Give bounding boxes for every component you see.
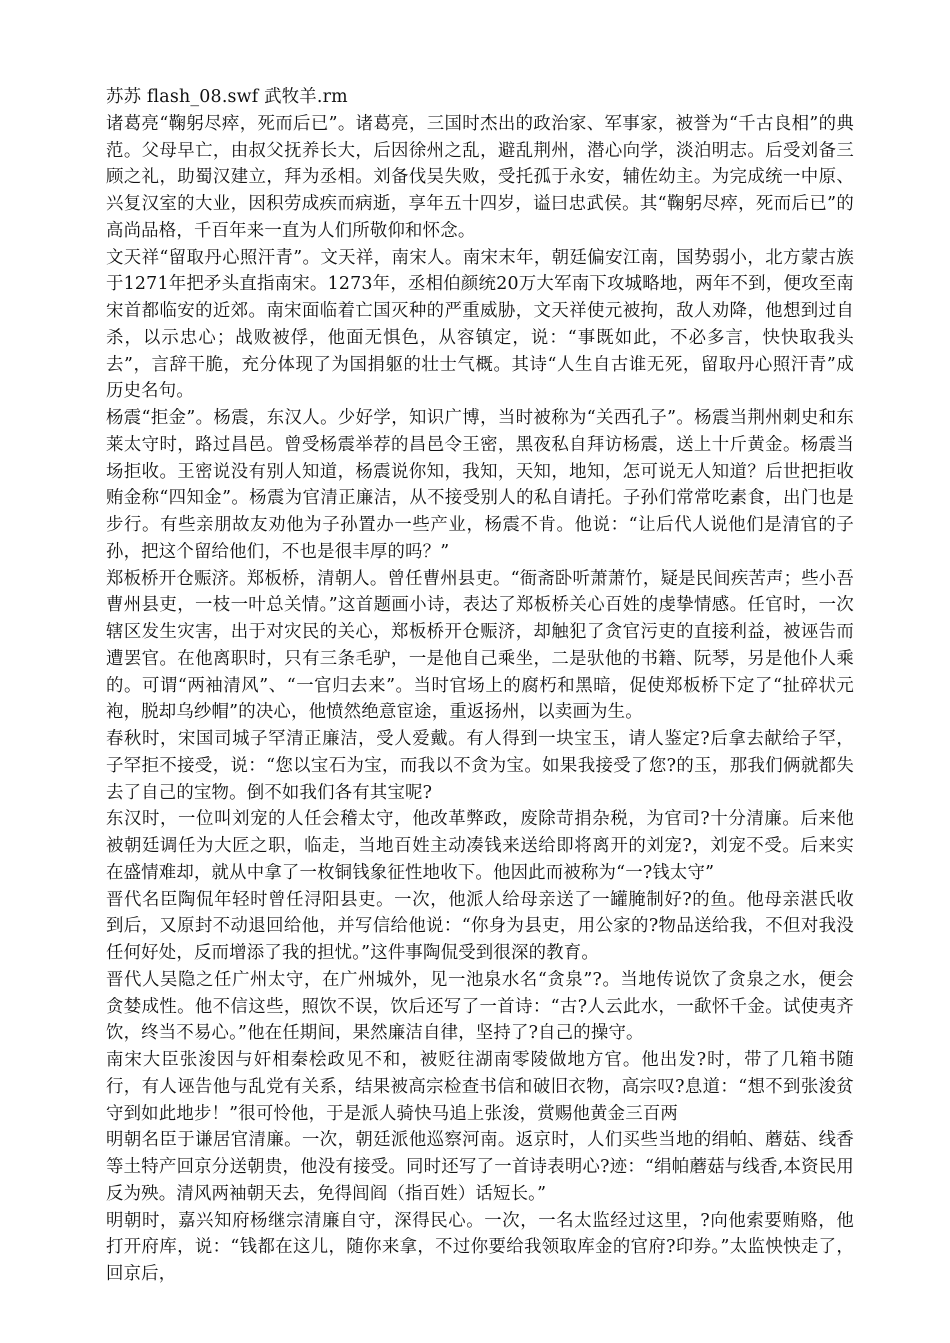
paragraph-tao-kan: 晋代名臣陶侃年轻时曾任浔阳县吏。一次，他派人给母亲送了一罐腌制好?的鱼。他母亲湛氏收到后，又原封不动退回给他，并写信给他说：“你身为县吏，用公家的?物品送给我，不但对我没任何好处，反而增添了我的担忧。”这件事陶侃受到很深的教育。 [106,889,854,963]
paragraph-wu-yinzhi: 晋代人吴隐之任广州太守，在广州城外，见一池泉水名“贪泉”?。当地传说饮了贪泉之水，便会贪婪成性。他不信这些，照饮不误，饮后还写了一首诗：“古?人云此水，一歃怀千金。试使夷齐饮，终当不易心。”他在任期间，果然廉洁自律，坚持了?自己的操守。 [106,969,854,1044]
document-page [106,84,854,1288]
file-title: 苏苏 flash_08.swf 武牧羊.rm [106,87,348,107]
paragraph-zhang-jun: 南宋大臣张浚因与奸相秦桧政见不和，被贬往湖南零陵做地方官。他出发?时，带了几箱书随行，有人诬告他与乱党有关系，结果被高宗检查书信和破旧衣物，高宗叹?息道：“想不到张浚贫守到如此地步！”很可怜他，于是派人骑快马追上张浚，赏赐他黄金三百两 [106,1050,854,1124]
paragraph-zi-han: 春秋时，宋国司城子罕清正廉洁，受人爱戴。有人得到一块宝玉，请人鉴定?后拿去献给子罕，子罕拒不接受，说：“您以宝石为宝，而我以不贪为宝。如果我接受了您?的玉，那我们俩就都失去了自己的宝物。倒不如我们各有其宝呢? [106,729,854,803]
paragraph-yang-jizong: 明朝时，嘉兴知府杨继宗清廉自守，深得民心。一次，一名太监经过这里，?向他索要贿赂，他打开府库，说：“钱都在这儿，随你来拿，不过你要给我领取库金的官府?印券。”太监怏怏走了，回京后， [106,1210,854,1284]
paragraph-liu-chong: 东汉时，一位叫刘宠的人任会稽太守，他改革弊政，废除苛捐杂税，为官司?十分清廉。后来他被朝廷调任为大匠之职，临走，当地百姓主动凑钱来送给即将离开的刘宠?，刘宠不受。后来实在盛情难却，就从中拿了一枚铜钱象征性地收下。他因此而被称为“一?钱太守” [106,809,854,883]
paragraph-yu-qian: 明朝名臣于谦居官清廉。一次，朝廷派他巡察河南。返京时，人们买些当地的绢帕、蘑菇、线香等土特产回京分送朝贵，他没有接受。同时还写了一首诗表明心?迹：“绢帕蘑菇与线香,本资民用反为殃。清风两袖朝天去，免得闾阎（指百姓）话短长。” [106,1130,854,1204]
paragraph-wen-tianxiang: 文天祥“留取丹心照汗青”。文天祥，南宋人。南宋末年，朝廷偏安江南，国势弱小，北方蒙古族于1271年把矛头直指南宋。1273年，丞相伯颜统20万大军南下攻城略地，两年不到，便攻至南宋首都临安的近郊。南宋面临着亡国灭种的严重威胁，文天祥使元被拘，敌人劝降，他想到过自杀，以示忠心；战败被俘，他面无惧色，从容镇定，说：“事既如此，不必多言，快快取我头去”，言辞干脆，充分体现了为国捐躯的壮士气概。其诗“人生自古谁无死，留取丹心照汗青”成历史名句。 [106,247,854,402]
paragraph-zheng-banqiao: 郑板桥开仓赈济。郑板桥，清朝人。曾任曹州县吏。“衙斋卧听萧萧竹，疑是民间疾苦声；些小吾曹州县吏，一枝一叶总关情。”这首题画小诗，表达了郑板桥关心百姓的虔挚情感。任官时，一次辖区发生灾害，出于对灾民的关心，郑板桥开仓赈济，却触犯了贪官污吏的直接利益，被诬告而遭罢官。在他离职时，只有三条毛驴，一是他自己乘坐，二是驮他的书籍、阮琴，另是他仆人乘的。可谓“两袖清风”、“一官归去来”。当时官场上的腐朽和黑暗，促使郑板桥下定了“扯碎状元袍，脱却乌纱帽”的决心，他愤然绝意宦途，重返扬州，以卖画为生。 [106,568,854,723]
paragraph-zhuge-liang: 诸葛亮“鞠躬尽瘁，死而后已”。诸葛亮，三国时杰出的政治家、军事家，被誉为“千古良相”的典范。父母早亡，由叔父抚养长大，后因徐州之乱，避乱荆州，潜心向学，淡泊明志。后受刘备三顾之礼，助蜀汉建立，拜为丞相。刘备伐吴失败，受托孤于永安，辅佐幼主。为完成统一中原、兴复汉室的大业，因积劳成疾而病逝，享年五十四岁，谥曰忠武侯。其“鞠躬尽瘁，死而后已”的高尚品格，千百年来一直为人们所敬仰和怀念。 [106,113,854,241]
paragraph-yang-zhen: 杨震“拒金”。杨震，东汉人。少好学，知识广博，当时被称为“关西孔子”。杨震当荆州刺史和东莱太守时，路过昌邑。曾受杨震举荐的昌邑令王密，黑夜私自拜访杨震，送上十斤黄金。杨震当场拒收。王密说没有别人知道，杨震说你知，我知，天知，地知，怎可说无人知道？后世把拒收贿金称“四知金”。杨震为官清正廉洁，从不接受别人的私自请托。子孙们常常吃素食，出门也是步行。有些亲朋故友劝他为子孙置办一些产业，杨震不肯。他说：“让后代人说他们是清官的子孙，把这个留给他们，不也是很丰厚的吗？” [106,408,854,562]
